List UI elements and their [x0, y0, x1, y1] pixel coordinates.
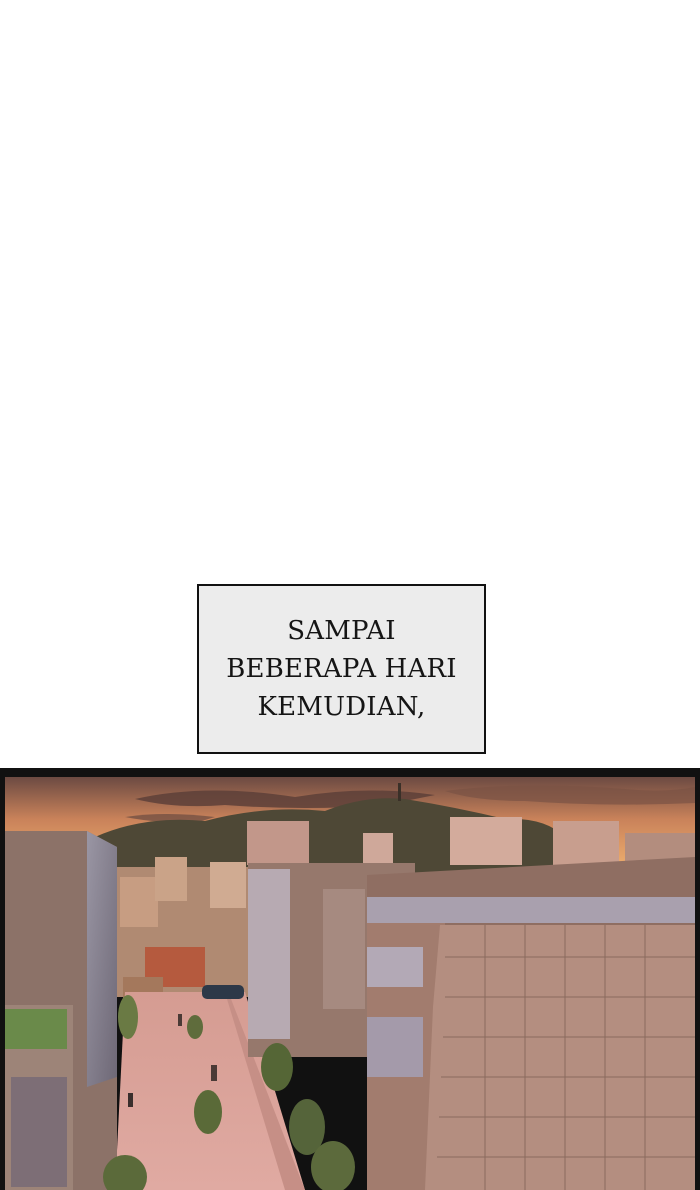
right-building-windows — [367, 947, 423, 987]
town-building — [210, 862, 246, 908]
rooftop-garden — [5, 1009, 67, 1049]
distant-building — [247, 821, 309, 865]
narration-caption-box — [197, 584, 486, 754]
foreground-building — [425, 925, 695, 1190]
tree — [187, 1015, 203, 1039]
caption-line-3: KEMUDIAN, — [257, 692, 426, 722]
tree — [118, 995, 138, 1039]
distant-building — [363, 833, 393, 865]
center-building-panel — [323, 889, 365, 1009]
caption-line-1: SAMPAI — [287, 616, 396, 646]
tree — [194, 1090, 222, 1134]
car — [202, 985, 244, 999]
city-sunset-illustration — [5, 777, 695, 1190]
distant-building — [553, 821, 619, 867]
center-building-windows — [248, 869, 290, 1039]
right-building-windows — [367, 1017, 423, 1077]
right-building-windows — [367, 897, 695, 923]
distant-building — [450, 817, 522, 865]
caption-line-2: BEBERAPA HARI — [226, 654, 457, 684]
pedestrian — [178, 1014, 182, 1026]
tower — [398, 783, 401, 801]
left-windows — [11, 1077, 67, 1187]
pedestrian — [128, 1093, 133, 1107]
town-building — [120, 877, 158, 927]
tree — [261, 1043, 293, 1091]
town-building — [155, 857, 187, 901]
comic-panel — [0, 768, 700, 1190]
narration-caption-text — [212, 612, 472, 726]
pedestrian — [211, 1065, 217, 1081]
left-building-glass — [87, 831, 117, 1087]
